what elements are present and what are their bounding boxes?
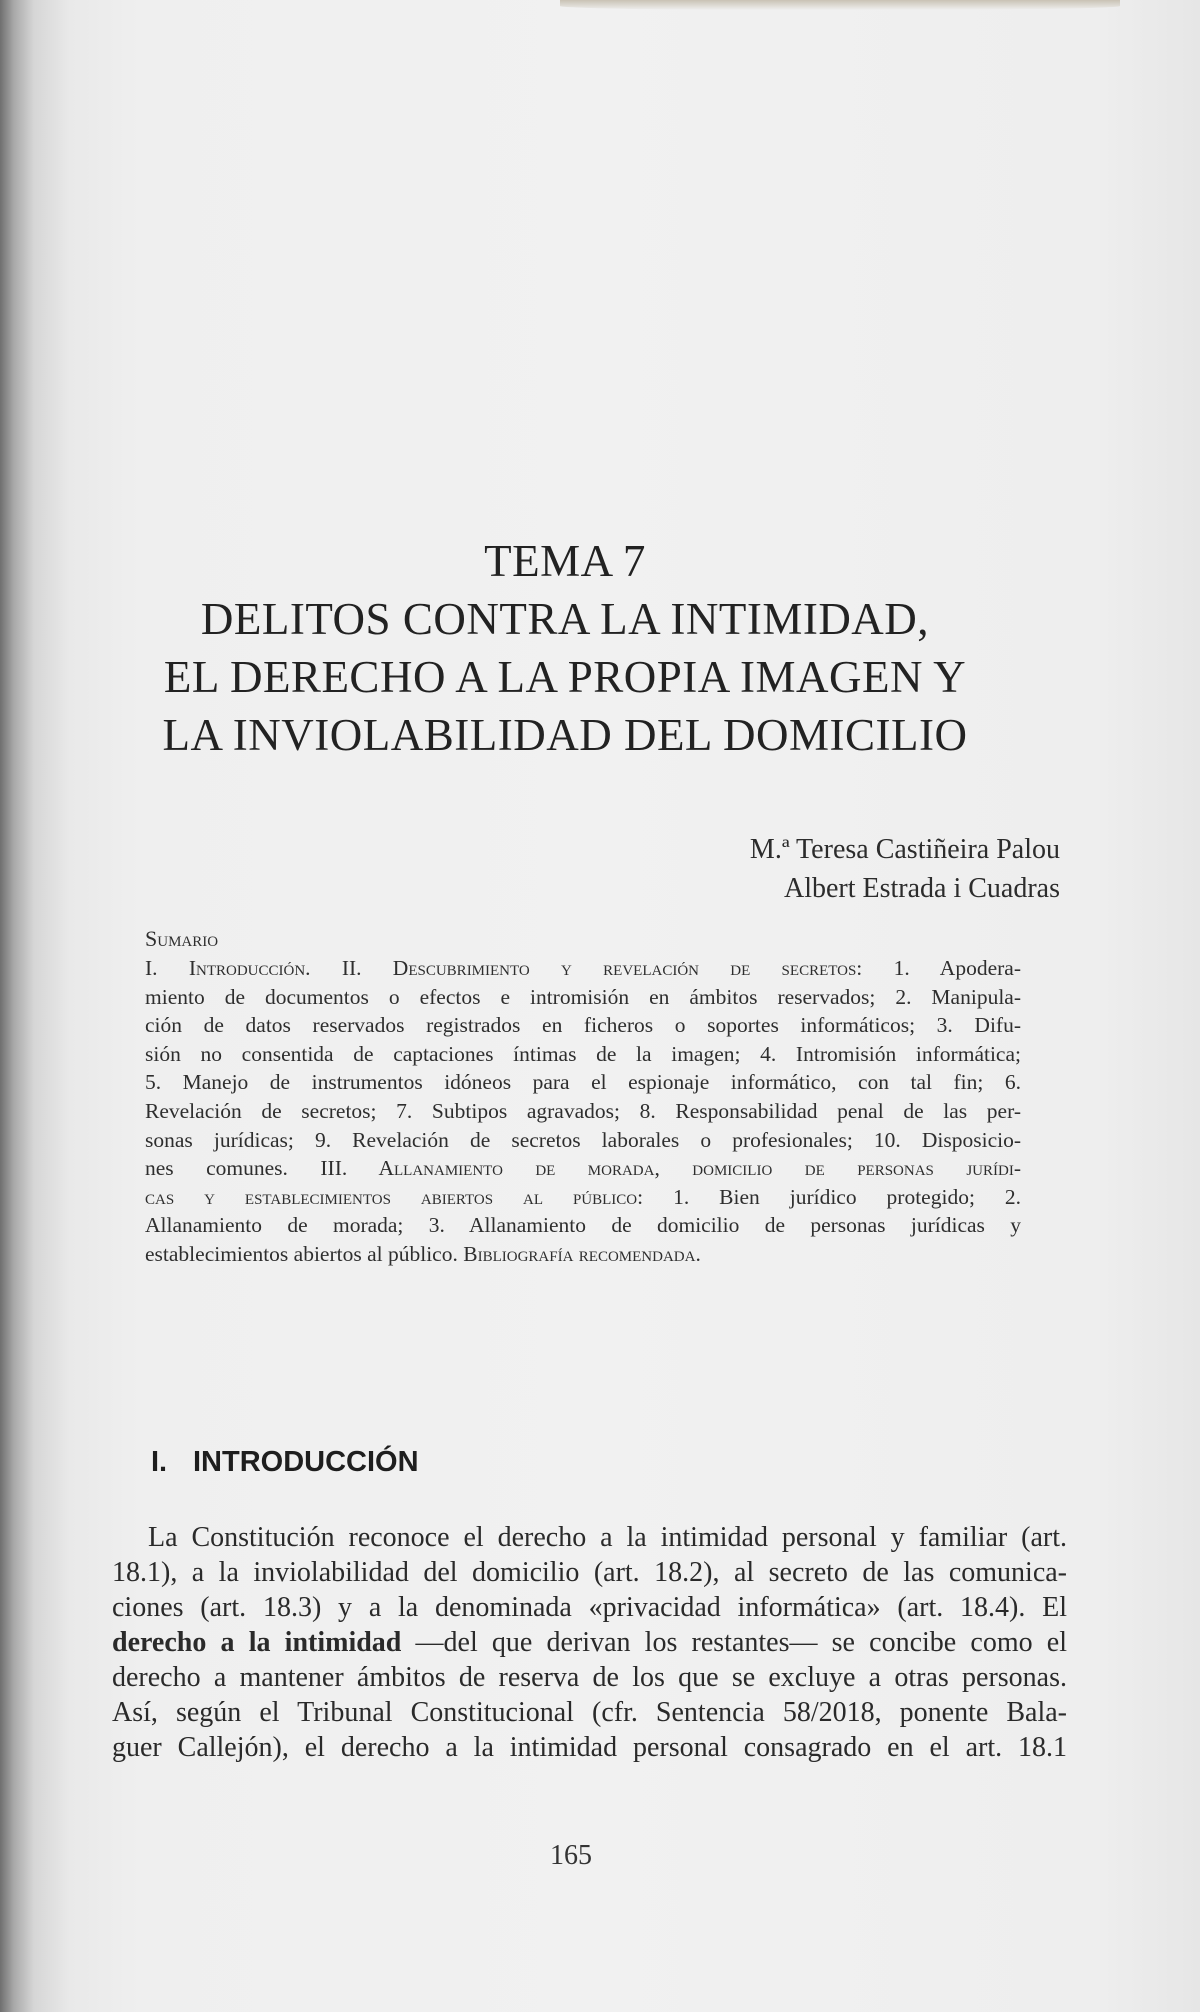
paragraph-line: [112, 1520, 1067, 1555]
section-number: I.: [151, 1446, 168, 1478]
text-segment: Revelación de secretos; 7. Subtipos agravados; 8. Responsabilidad penal de las per-: [145, 1098, 1021, 1123]
text-segment: III. Allanamiento de morada, domicilio de personas jurídi-: [320, 1156, 1021, 1181]
paragraph-line: [112, 1730, 1067, 1765]
text-segment: nes comunes.: [145, 1156, 321, 1181]
body-paragraph: [112, 1520, 1067, 1765]
text-segment: Así, según el Tribunal Constitucional (cfr. Sentencia 58/2018, ponente Bala-: [112, 1697, 1067, 1728]
text-segment: establecimientos abiertos al público.: [145, 1241, 464, 1266]
summary-line: [145, 1126, 1021, 1155]
paragraph-line: [112, 1625, 1067, 1660]
summary-line: [145, 1183, 1021, 1212]
summary-line: [145, 1240, 1021, 1269]
summary-line: [145, 1068, 1021, 1097]
text-segment: sión no consentida de captaciones íntimas de la imagen; 4. Intromisión informática;: [145, 1041, 1021, 1066]
summary-line: [145, 954, 1021, 983]
chapter-title-line: LA INVIOLABILIDAD DEL DOMICILIO: [162, 710, 968, 760]
author: Albert Estrada i Cuadras: [783, 873, 1060, 904]
text-segment: 1. Apodera-: [862, 956, 1021, 980]
text-segment: Bibliografía recomendada.: [463, 1241, 701, 1266]
page-top-shadow: [560, 0, 1120, 10]
summary-line: [145, 1097, 1021, 1126]
text-segment: miento de documentos o efectos e intromisión en ámbitos reservados; 2. Manipula-: [145, 984, 1021, 1009]
text-segment: sonas jurídicas; 9. Revelación de secretos laborales o profesionales; 10. Disposicio-: [145, 1127, 1021, 1152]
paragraph-line: [112, 1590, 1067, 1625]
text-segment: derecho a mantener ámbitos de reserva de los que se excluye a otras personas.: [112, 1662, 1067, 1693]
summary-heading: Sumario: [145, 926, 219, 951]
page-number: 165: [550, 1840, 592, 1871]
chapter-title-line: DELITOS CONTRA LA INTIMIDAD,: [200, 594, 930, 644]
text-segment: 5. Manejo de instrumentos idóneos para el espionaje informático, con tal fin; 6.: [145, 1070, 1021, 1095]
text-segment: Allanamiento de morada; 3. Allanamiento de domicilio de personas jurídicas y: [145, 1213, 1021, 1238]
summary: [145, 924, 1021, 1269]
chapter-label: TEMA 7: [484, 536, 646, 586]
section-title: INTRODUCCIÓN: [193, 1446, 419, 1478]
text-segment: ción de datos reservados registrados en ficheros o soportes informáticos; 3. Difu-: [145, 1013, 1021, 1038]
text-segment: 1. Bien jurídico protegido; 2.: [643, 1184, 1021, 1209]
summary-line: [145, 983, 1021, 1012]
paragraph-line: [112, 1695, 1067, 1730]
authors: [750, 830, 1060, 908]
text-segment: ciones (art. 18.3) y a la denominada «privacidad informática» (art. 18.4). El: [112, 1592, 1067, 1623]
summary-line: [145, 1211, 1021, 1240]
summary-line: [145, 1040, 1021, 1069]
chapter-title-line: EL DERECHO A LA PROPIA IMAGEN Y: [163, 652, 967, 702]
text-segment: —del que derivan los restantes— se concibe como el: [401, 1627, 1067, 1658]
paragraph-line: [112, 1660, 1067, 1695]
text-segment: derecho a la intimidad: [112, 1627, 402, 1658]
chapter-heading: [0, 532, 1130, 764]
author: M.ª Teresa Castiñeira Palou: [749, 834, 1060, 865]
text-segment: cas y establecimientos abiertos al público:: [145, 1184, 644, 1209]
text-segment: La Constitución reconoce el derecho a la intimidad personal y familiar (art.: [148, 1522, 1067, 1553]
paragraph-line: [112, 1555, 1067, 1590]
section-heading: [151, 1446, 419, 1479]
summary-line: [145, 1154, 1021, 1183]
text-segment: 18.1), a la inviolabilidad del domicilio (art. 18.2), al secreto de las comunica-: [112, 1557, 1067, 1588]
text-segment: I. Introducción. II. Descubrimiento y revelación de secretos:: [145, 956, 863, 980]
summary-line: [145, 1011, 1021, 1040]
text-segment: guer Callejón), el derecho a la intimidad personal consagrado en el art. 18.1: [112, 1732, 1067, 1763]
